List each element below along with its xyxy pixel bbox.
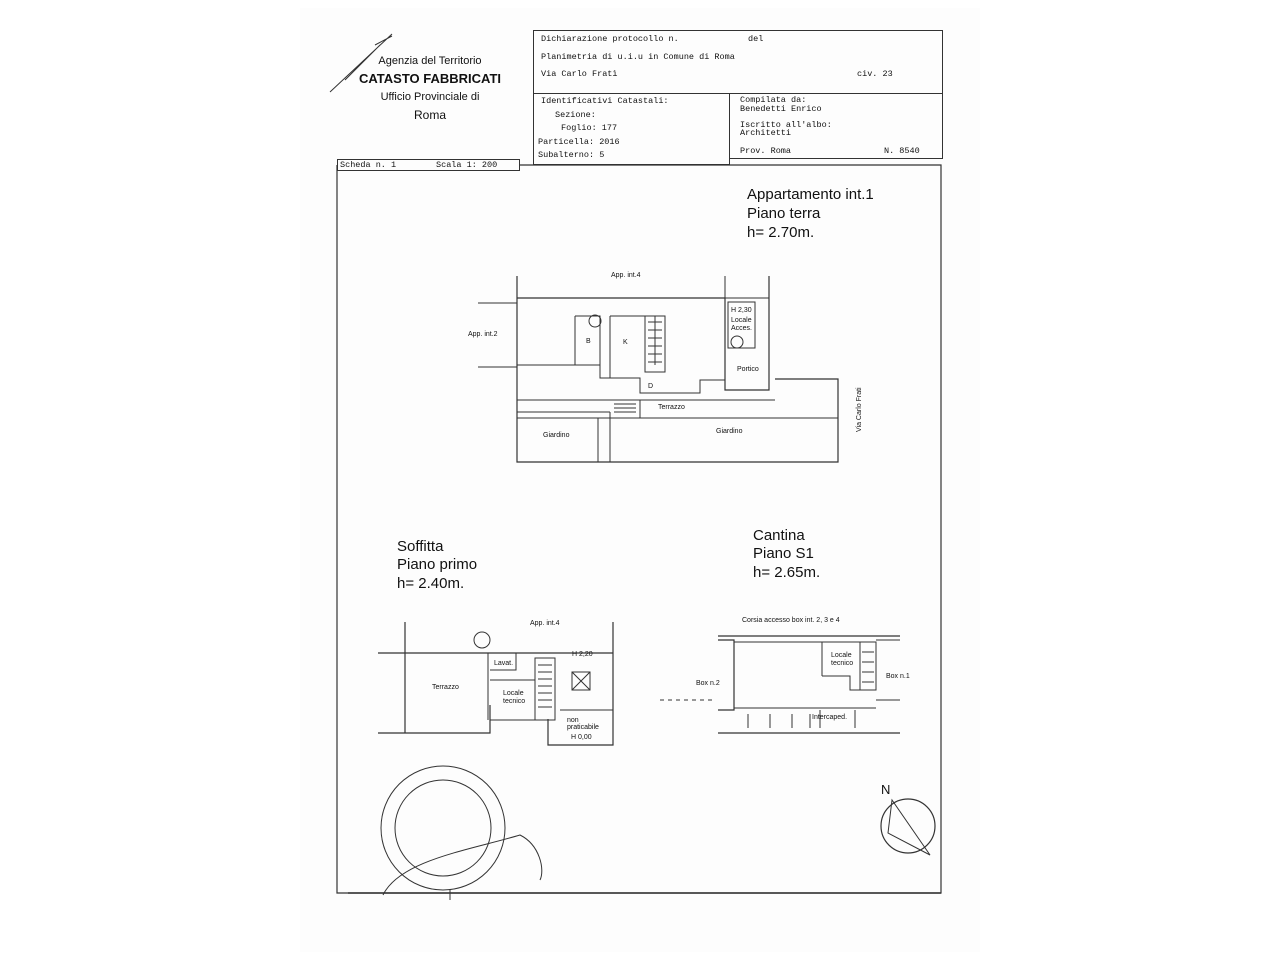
- attic-label-non: non: [567, 717, 579, 724]
- attic-label-praticabile: praticabile: [567, 724, 599, 731]
- cellar-label-locale: Locale: [831, 652, 852, 659]
- sheet-number: Scheda n. 1: [340, 160, 397, 170]
- attic-label-app4: App. int.4: [530, 620, 560, 627]
- gf-label-terrazzo: Terrazzo: [658, 404, 685, 411]
- office-city: Roma: [413, 108, 446, 122]
- gf-label-app2: App. int.2: [468, 331, 498, 338]
- compiled-by-label: Compilata da:: [740, 95, 807, 105]
- cellar-label-box1: Box n.1: [886, 673, 910, 680]
- attic-level: Piano primo: [397, 556, 478, 573]
- sezione-label: Sezione:: [555, 110, 596, 120]
- gf-label-portico: Portico: [737, 366, 759, 373]
- gf-label-acces: Acces.: [731, 325, 753, 332]
- ground-floor-title: Appartamento int.1: [747, 186, 874, 203]
- ground-floor-level: Piano terra: [747, 205, 821, 222]
- gf-label-k: K: [623, 339, 628, 346]
- attic-label-h220: H 2,20: [572, 651, 593, 658]
- cellar-label-tecnico: tecnico: [831, 660, 854, 667]
- gf-label-app4: App. int.4: [611, 272, 641, 279]
- catasto-title: CATASTO FABBRICATI: [358, 71, 502, 86]
- north-label: N: [881, 782, 891, 797]
- gf-label-h230: H 2,30: [731, 307, 752, 314]
- cellar-height: h= 2.65m.: [753, 564, 821, 581]
- particella-label: Particella: 2016: [538, 137, 620, 147]
- north-arrow: [881, 799, 935, 855]
- province-label: Prov. Roma: [740, 146, 792, 156]
- foglio-label: Foglio: 177: [561, 123, 618, 133]
- header-scribble: [330, 34, 392, 92]
- ground-floor-plan: [478, 276, 838, 462]
- protocol-label: Dichiarazione protocollo n.: [541, 34, 679, 44]
- gf-label-giardino1: Giardino: [543, 432, 570, 439]
- del-label: del: [748, 34, 764, 44]
- attic-label-tecnico: tecnico: [503, 698, 526, 705]
- gf-label-giardino2: Giardino: [716, 428, 743, 435]
- cellar-label-intercap: Intercaped.: [812, 714, 848, 721]
- cellar-title: Cantina: [753, 527, 805, 544]
- compiler-name: Benedetti Enrico: [740, 104, 822, 114]
- address-label: Via Carlo Fratì: [541, 69, 618, 79]
- attic-label-terrazzo: Terrazzo: [432, 684, 459, 691]
- iscritto-label: Iscritto all'albo:: [740, 120, 832, 130]
- gf-label-street: Via Carlo Frati: [856, 387, 863, 432]
- planimetria-label: Planimetria di u.i.u in Comune di Roma: [541, 52, 735, 62]
- attic-title: Soffitta: [397, 538, 444, 555]
- architects-stamp: [381, 766, 542, 900]
- albo-label: Architetti: [740, 128, 792, 138]
- gf-label-locale: Locale: [731, 317, 752, 324]
- identifiers-heading: Identificativi Catastali:: [541, 96, 669, 106]
- subalterno-label: Subalterno: 5: [538, 150, 605, 160]
- register-number: N. 8540: [884, 146, 920, 156]
- gf-label-b: B: [586, 338, 591, 345]
- attic-label-lavat: Lavat.: [494, 660, 514, 667]
- attic-label-locale: Locale: [503, 690, 524, 697]
- gf-label-d: D: [648, 383, 654, 390]
- cellar-level: Piano S1: [753, 545, 814, 562]
- agency-name: Agenzia del Territorio: [378, 55, 482, 67]
- attic-label-h000: H 0,00: [571, 734, 592, 741]
- ground-floor-height: h= 2.70m.: [747, 224, 815, 241]
- cellar-label-corsia: Corsia accesso box int. 2, 3 e 4: [742, 617, 840, 624]
- cellar-label-box2: Box n.2: [696, 680, 720, 687]
- attic-height: h= 2.40m.: [397, 575, 465, 592]
- sheet-scale: Scala 1: 200: [436, 160, 498, 170]
- office-name: Ufficio Provinciale di: [380, 91, 480, 103]
- civ-label: civ. 23: [857, 69, 893, 79]
